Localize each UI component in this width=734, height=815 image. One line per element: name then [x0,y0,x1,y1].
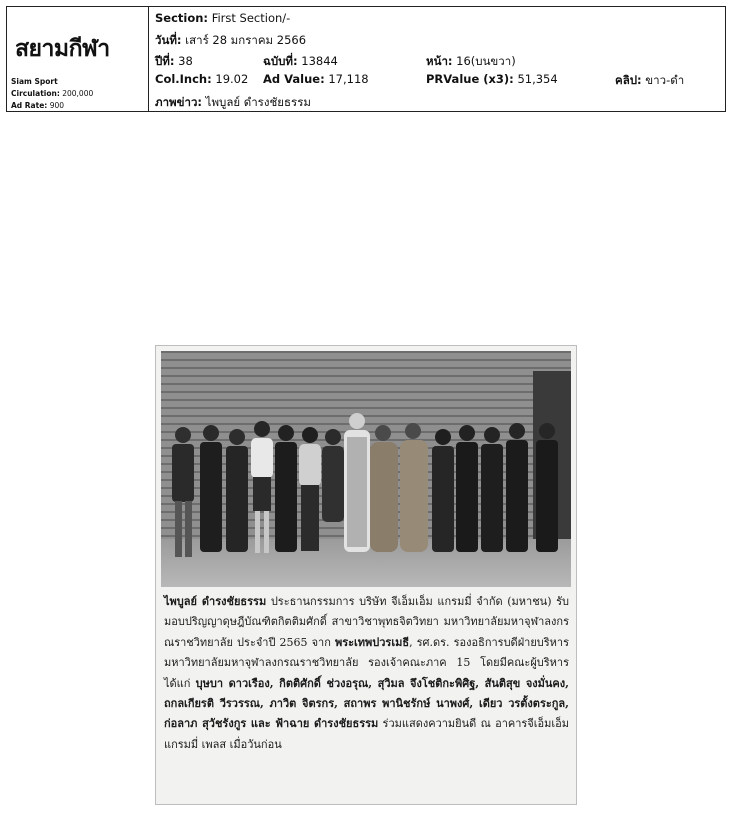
section-label: Section: [155,11,209,25]
issue-field [263,53,338,71]
prvalue-label: PRValue (x3): [426,72,514,86]
ad-rate-label: Ad Rate: [11,101,48,110]
ad-rate-value: 900 [49,101,65,110]
news-label: ภาพข่าว: [155,95,202,109]
date-label: วันที่: [155,33,182,47]
advalue-field [263,72,369,86]
date-row [155,32,306,50]
circulation-value: 200,000 [62,89,94,98]
publication-name: Siam Sport [11,77,58,86]
year-label: ปีที่: [155,54,175,68]
caption-text-3: ร่วมแสดงความยินดี ณ อาคารจีเอ็มเอ็ม แกรมมี่ เพลส เมื่อวันก่อน [164,717,569,751]
colinch-label: Col.Inch: [155,72,212,86]
news-clipping [155,345,577,805]
publication-brand [7,7,149,111]
clipping-info [149,7,725,111]
page-value: 16(บนขวา) [456,54,516,68]
section-row [155,11,290,25]
prvalue-value: 51,354 [517,72,558,86]
clip-value: ขาว-ดำ [645,73,685,87]
section-value: First Section/- [211,11,291,25]
caption-text-1: ประธานกรรมการ บริษัท จีเอ็มเอ็ม แกรมมี่ จำกัด (มหาชน) รับมอบปริญญาดุษฎีบัณฑิตกิตติมศักดิ์ สาขาวิชาพุทธจิตวิทยา มหาวิทยาลัยมหาจุฬาลงกรณราชวิทยาลัย ประจำปี 2565 จาก [164,595,569,649]
news-row [155,94,311,112]
year-field [155,53,193,71]
clipping-header [6,6,726,112]
publication-logo: สยามกีฬา [15,36,110,62]
advalue-label: Ad Value: [263,72,325,86]
news-value: ไพบูลย์ ดำรงชัยธรรม [205,95,311,109]
page-field [426,53,516,71]
issue-value: 13844 [301,54,338,68]
publication-meta [11,76,93,112]
caption-text-2: , รศ.ดร. รองอธิการบดีฝ่ายบริหาร มหาวิทยาลัยมหาจุฬาลงกรณราชวิทยาลัย รองเจ้าคณะภาค 15 โดยมีคณะผู้บริหาร ได้แก่ [164,635,569,690]
page-label: หน้า: [426,54,453,68]
date-value: เสาร์ 28 มกราคม 2566 [185,33,307,47]
news-caption [164,592,569,755]
advalue-value: 17,118 [328,72,369,86]
caption-lead-name: ไพบูลย์ ดำรงชัยธรรม [164,595,267,608]
clip-field [615,72,684,90]
issue-label: ฉบับที่: [263,54,298,68]
news-photo [161,351,571,587]
caption-group-names: บุษบา ดาวเรือง, กิตติศักดิ์ ช่วงอรุณ, สุวิมล จึงโชติกะพิศิฐ, สันติสุข จงมั่นคง, ถกลเกียรติ วีรวรรณ, ภาวิต จิตรกร, สถาพร พานิชรักษ์ นาพงศ์, เดียว วรตั้งตระกูล, ก่อลาภ สุวัชรังกูร และ ฟ้าฉาย ดำรงชัยธรรม [164,676,569,731]
colinch-value: 19.02 [215,72,249,86]
year-value: 38 [178,54,193,68]
circulation-label: Circulation: [11,89,60,98]
colinch-field [155,72,248,86]
clip-label: คลิป: [615,73,642,87]
caption-monk-name: พระเทพปวรเมธี [334,635,410,649]
prvalue-field [426,72,558,86]
